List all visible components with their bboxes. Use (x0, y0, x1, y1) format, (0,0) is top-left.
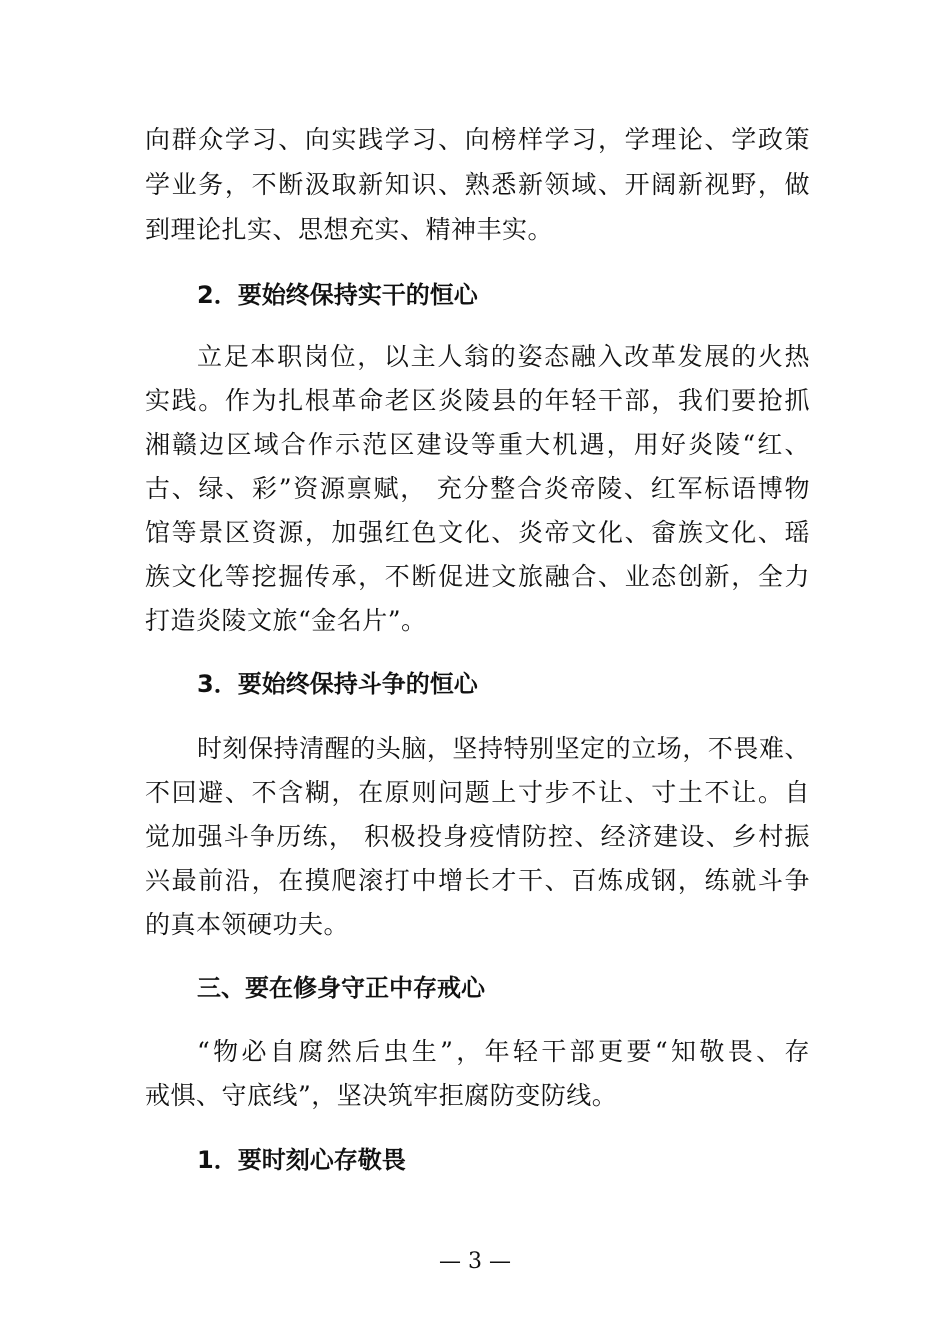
body-line: 湘赣边区域合作示范区建设等重大机遇，用好炎陵“红、 (145, 430, 810, 459)
section-heading: 2．要始终保持实干的恒心 (197, 281, 478, 309)
body-line: 觉加强斗争历练， 积极投身疫情防控、经济建设、乡村振 (145, 822, 810, 851)
body-line: 戒惧、守底线”，坚决筑牢拒腐防变防线。 (145, 1081, 618, 1110)
body-line: 学业务，不断汲取新知识、熟悉新领域、开阔新视野，做 (145, 170, 810, 199)
body-line: 立足本职岗位，以主人翁的姿态融入改革发展的火热 (197, 342, 810, 371)
section-heading: 1．要时刻心存敬畏 (197, 1146, 406, 1174)
body-line: 古、绿、彩”资源禀赋， 充分整合炎帝陵、红军标语博物 (145, 474, 810, 503)
body-line: “物必自腐然后虫生”，年轻干部更要“知敬畏、存 (197, 1037, 810, 1066)
body-line: 打造炎陵文旅“金名片”。 (145, 606, 427, 635)
body-line: 兴最前沿，在摸爬滚打中增长才干、百炼成钢，练就斗争 (145, 866, 810, 895)
body-line: 时刻保持清醒的头脑，坚持特别坚定的立场，不畏难、 (197, 734, 810, 763)
body-line: 的真本领硬功夫。 (145, 910, 350, 939)
body-line: 实践。作为扎根革命老区炎陵县的年轻干部，我们要抢抓 (145, 386, 810, 415)
body-line: 馆等景区资源，加强红色文化、炎帝文化、畲族文化、瑶 (145, 518, 810, 547)
chapter-heading: 三、要在修身守正中存戒心 (197, 974, 485, 1002)
section-heading: 3．要始终保持斗争的恒心 (197, 670, 478, 698)
body-line: 到理论扎实、思想充实、精神丰实。 (145, 215, 554, 244)
page-number: — 3 — (439, 1249, 511, 1274)
body-line: 族文化等挖掘传承，不断促进文旅融合、业态创新，全力 (145, 562, 810, 591)
body-line: 不回避、不含糊，在原则问题上寸步不让、寸土不让。自 (145, 778, 810, 807)
body-line: 向群众学习、向实践学习、向榜样学习，学理论、学政策 (145, 125, 810, 154)
